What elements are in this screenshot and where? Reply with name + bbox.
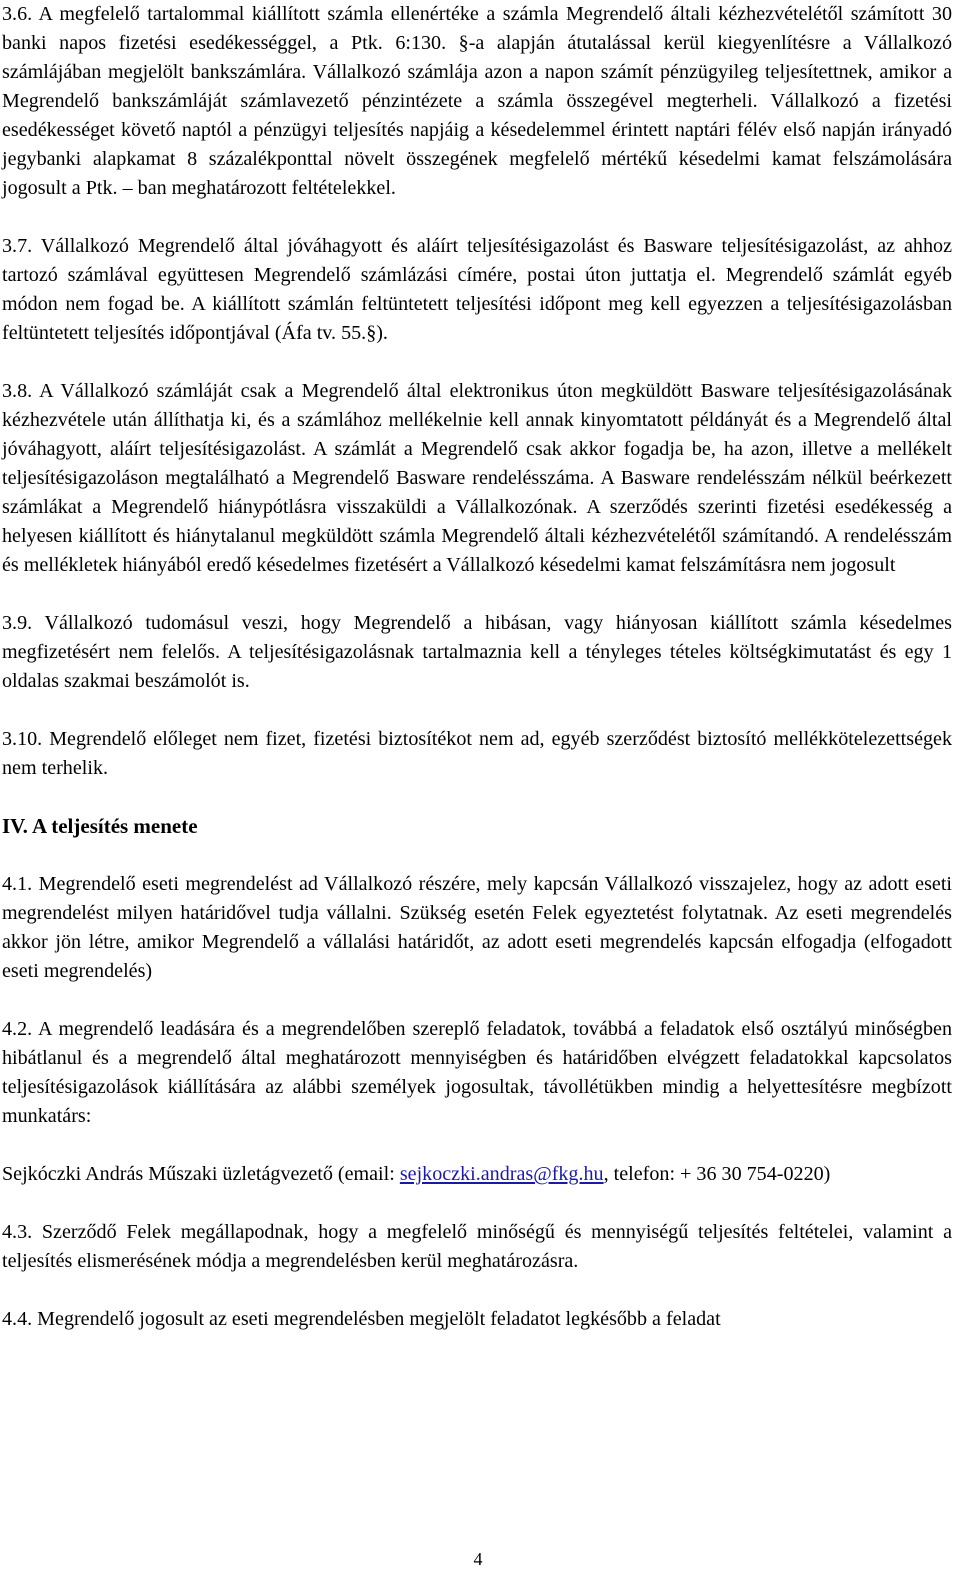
contact-suffix: , telefon: + 36 30 754-0220) xyxy=(603,1163,831,1185)
paragraph-3-9: 3.9. Vállalkozó tudomásul veszi, hogy Megrendelő a hibásan, vagy hiányosan kiállított számla késedelmes megfizetésért nem felelős. A teljesítésigazolásnak tartalmaznia kell a tényleges tételes költségkimutatást és egy 1 oldalas szakmai beszámolót is. xyxy=(2,612,952,692)
page-number: 4 xyxy=(473,1549,483,1569)
paragraph-4-2: 4.2. A megrendelő leadására és a megrendelőben szereplő feladatok, továbbá a feladatok első osztályú minőségben hibátlanul és a megrendelő által meghatározott mennyiségben és határidőben elvégzett feladatokkal kapcsolatos teljesítésigazolások kiállítására az alábbi személyek jogosultak, távollétükben mindig a helyettesítésre megbízott munkatárs: xyxy=(2,1018,952,1127)
section-heading-iv: IV. A teljesítés menete xyxy=(2,814,198,838)
paragraph-4-3: 4.3. Szerződő Felek megállapodnak, hogy a megfelelő minőségű és mennyiségű teljesítés feltételei, valamint a teljesítés elismerésének módja a megrendelésben kerül meghatározásra. xyxy=(2,1221,952,1272)
contact-line xyxy=(2,1160,952,1189)
paragraph-3-8: 3.8. A Vállalkozó számláját csak a Megrendelő által elektronikus úton megküldött Basware teljesítésigazolásának kézhezvétele után állíthatja ki, és a számlához mellékelnie kell annak kinyomtatott példányát és a Megrendelő által jóváhagyott, aláírt teljesítésigazolást. A számlát a Megrendelő csak akkor fogadja be, ha azon, illetve a mellékelt teljesítésigazoláson megtalálható a Megrendelő Basware rendelésszáma. A Basware rendelésszám nélkül beérkezett számlákat a Megrendelő hiánypótlásra visszaküldi a Vállalkozónak. A szerződés szerinti fizetési esedékesség a helyesen kiállított és hiánytalanul megküldött számla Megrendelő általi kézhezvételétől számítandó. A rendelésszám és mellékletek hiányából eredő késedelmes fizetésért a Vállalkozó késedelmi kamat felszámításra nem jogosult xyxy=(2,380,952,576)
paragraph-3-6: 3.6. A megfelelő tartalommal kiállított számla ellenértéke a számla Megrendelő általi kézhezvételétől számított 30 banki napos fizetési esedékességgel, a Ptk. 6:130. §-a alapján átutalással kerül kiegyenlítésre a Vállalkozó számlájában megjelölt bankszámlára. Vállalkozó számlája azon a napon számít pénzügyileg teljesítettnek, amikor a Megrendelő bankszámláját számlavezető pénzintézete a számla összegével megterheli. Vállalkozó a fizetési esedékességet követő naptól a pénzügyi teljesítés napjáig a késedelemmel érintett naptári félév első napján irányadó jegybanki alapkamat 8 százalékponttal növelt összegének megfelelő mértékű késedelmi kamat felszámolására jogosult a Ptk. – ban meghatározott feltételekkel. xyxy=(2,3,952,199)
email-link[interactable]: sejkoczki.andras@fkg.hu xyxy=(399,1163,604,1185)
paragraph-4-1: 4.1. Megrendelő eseti megrendelést ad Vállalkozó részére, mely kapcsán Vállalkozó visszajelez, hogy az adott eseti megrendelést milyen határidővel tudja vállalni. Szükség esetén Felek egyeztetést folytatnak. Az eseti megrendelés akkor jön létre, amikor Megrendelő a vállalási határidőt, az adott eseti megrendelés kapcsán elfogadja (elfogadott eseti megrendelés) xyxy=(2,873,952,982)
paragraph-4-4: 4.4. Megrendelő jogosult az eseti megrendelésben megjelölt feladatot legkésőbb a feladat xyxy=(2,1308,721,1330)
paragraph-3-7: 3.7. Vállalkozó Megrendelő által jóváhagyott és aláírt teljesítésigazolást és Basware teljesítésigazolást, az ahhoz tartozó számlával együttesen Megrendelő számlázási címére, postai úton juttatja el. Megrendelő számlát egyéb módon nem fogad be. A kiállított számlán feltüntetett teljesítési időpont meg kell egyezzen a teljesítésigazolásban feltüntetett teljesítés időpontjával (Áfa tv. 55.§). xyxy=(2,235,952,344)
paragraph-3-10: 3.10. Megrendelő előleget nem fizet, fizetési biztosítékot nem ad, egyéb szerződést biztosító mellékkötelezettségek nem terhelik. xyxy=(2,728,952,779)
document-page xyxy=(2,0,952,1334)
contact-prefix: Sejkóczki András Műszaki üzletágvezető (email: xyxy=(2,1163,400,1185)
